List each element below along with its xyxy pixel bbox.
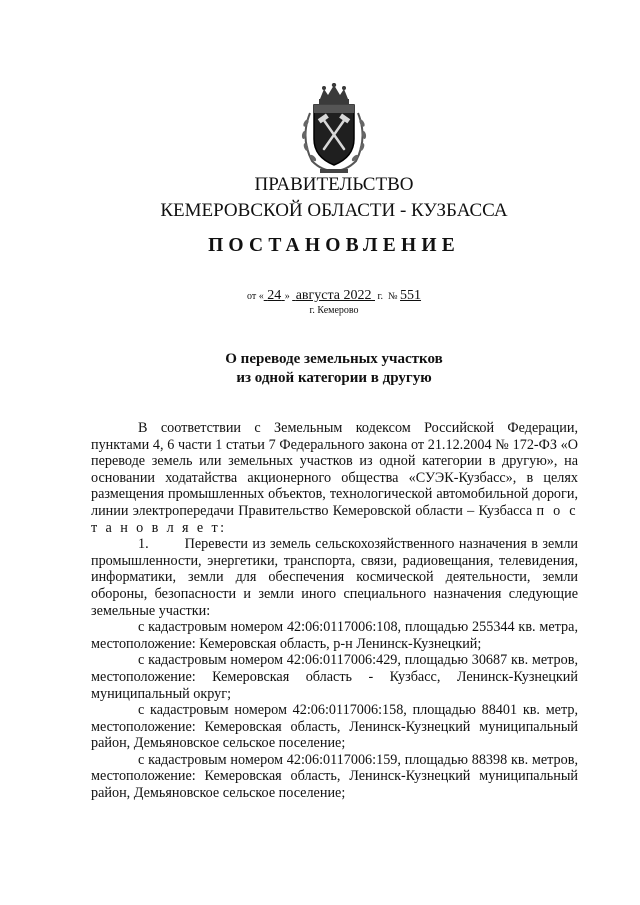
resolves-text: п о с т а н о в л я е т: [91, 502, 579, 536]
number-sign: № [387, 291, 398, 302]
plot-paragraph: с кадастровым номером 42:06:0117006:159, площадью 88398 кв. метров, местоположение: Кемеровская область, Ленинск-Кузнецкий муниципальный район, Демьяновское сельское поселение; [91, 751, 578, 802]
date-day: 24 [267, 288, 282, 303]
item-1-text: Перевести из земель сельскохозяйственного назначения в земли промышленности, энергетики, транспорта, связи, радиовещания, телевидения, информатики, земли для обеспечения космической деятельности, земли обороны, безопасности и земли иного специального назначения следующие земельные участки: [91, 536, 578, 619]
plot-paragraph: с кадастровым номером 42:06:0117006:108, площадью 255344 кв. метра, местоположение: Кемеровская область, р-н Ленинск-Кузнецкий; [91, 619, 578, 652]
government-name [0, 172, 640, 224]
government-line-2: КЕМЕРОВСКОЙ ОБЛАСТИ - КУЗБАССА [160, 200, 508, 221]
document-number: 551 [400, 288, 422, 303]
city: г. Кемерово [309, 305, 359, 316]
document-body [91, 420, 578, 802]
item-1-paragraph [91, 536, 578, 619]
subject-line-1: О переводе земельных участков [225, 351, 443, 367]
date-month-year: августа 2022 [295, 288, 372, 303]
preamble-paragraph [91, 420, 578, 536]
government-line-1: ПРАВИТЕЛЬСТВО [254, 174, 414, 195]
document-type: ПОСТАНОВЛЕНИЕ [208, 235, 460, 256]
item-1-number: 1. [138, 536, 149, 553]
plot-paragraph: с кадастровым номером 42:06:0117006:158, площадью 88401 кв. метр, местоположение: Кемеровская область, Ленинск-Кузнецкий муниципальный район, Демьяновское сельское поселение; [91, 702, 578, 752]
date-number-line [0, 288, 640, 304]
year-suffix: г. [377, 291, 383, 302]
subject-line-2: из одной категории в другую [236, 370, 432, 386]
plot-paragraph: с кадастровым номером 42:06:0117006:429, площадью 30687 кв. метров, местоположение: Кемеровская область - Кузбасс, Ленинск-Кузнецкий муниципальный округ; [91, 652, 578, 702]
preamble-text: В соответствии с Земельным кодексом Российской Федерации, пунктами 4, 6 части 1 статьи 7 Федерального закона от 21.12.2004 № 172-ФЗ «О переводе земель или земельных участков из одной категории в другую», на основании ходатайства акционерного общества «СУЭК-Кузбасс», в целях размещения промышленных объектов, технологической автомобильной дороги, линии электропередачи Правительство Кемеровской области – Кузбасса [91, 420, 578, 519]
date-separator: » [284, 291, 290, 302]
coat-of-arms-emblem [298, 83, 370, 175]
date-prefix: от « [246, 291, 264, 302]
document-subject [0, 350, 640, 388]
